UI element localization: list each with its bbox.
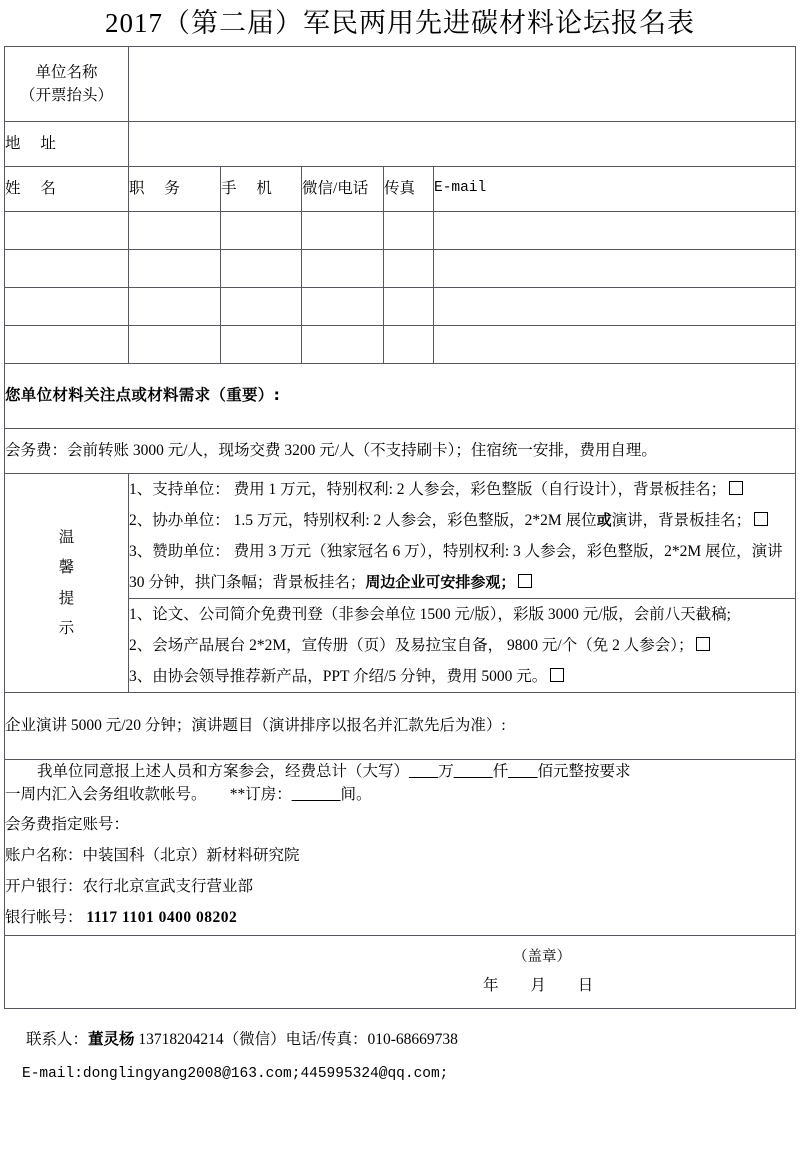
tips-block-b-row — [129, 599, 795, 693]
agreement-cell — [5, 760, 796, 936]
column-header-title: 职 务 — [129, 167, 221, 212]
bank-name-value: 农行北京宣武支行营业部 — [82, 877, 254, 895]
material-needs-cell[interactable] — [5, 364, 796, 429]
cell-fax[interactable] — [384, 288, 434, 326]
conference-fee-text: 会务费：会前转账 3000 元/人，现场交费 3200 元/人（不支持刷卡）；住宿统一安排，费用自理。 — [5, 429, 796, 474]
cell-email[interactable] — [434, 288, 796, 326]
unit-name-row — [5, 47, 796, 122]
agreement-blank-qian[interactable]: ____ — [453, 763, 493, 780]
tip-item-paper-publish-text: 1、论文、公司简介免费刊登（非参会单位 1500 元/版），彩版 3000 元/版，会前八天截稿; — [129, 606, 731, 623]
contact-email-line: E-mail:donglingyang2008@163.com;445995324@qq.com; — [22, 1065, 449, 1082]
cell-title[interactable] — [129, 326, 221, 364]
column-header-email: E-mail — [434, 167, 796, 212]
agreement-line-2 — [5, 783, 795, 806]
tip-item-sponsor-bold: 周边企业可安排参观； — [365, 573, 516, 591]
room-booking-blank[interactable]: _____ — [291, 786, 341, 804]
seal-cell — [5, 935, 796, 1008]
checkbox-product-booth[interactable] — [696, 637, 710, 651]
table-row — [5, 326, 796, 364]
tips-inner-table — [129, 474, 795, 692]
cell-wechat-phone[interactable] — [302, 250, 384, 288]
tip-item-support-unit — [129, 474, 795, 505]
agreement-line-1 — [5, 760, 795, 783]
checkbox-support-unit[interactable] — [729, 481, 743, 495]
bank-account-name-label: 账户名称： — [5, 846, 83, 864]
column-header-mobile: 手 机 — [221, 167, 302, 212]
bank-account-no-line — [5, 902, 795, 933]
bank-name-line — [5, 871, 795, 902]
address-row — [5, 122, 796, 167]
cell-name[interactable] — [5, 326, 129, 364]
agreement-unit-wan: 万 — [438, 763, 454, 780]
conference-fee-row — [5, 429, 796, 474]
contact-phone: 13718204214（微信）电话/传真：010-68669738 — [138, 1030, 458, 1048]
tip-item-new-product-ppt — [129, 661, 795, 692]
cell-mobile[interactable] — [221, 250, 302, 288]
cell-mobile[interactable] — [221, 288, 302, 326]
cell-wechat-phone[interactable] — [302, 212, 384, 250]
agreement-row — [5, 760, 796, 936]
tips-label-char-3: 提 — [58, 589, 75, 607]
tip-item-coorganizer-bold: 或 — [596, 511, 612, 529]
footer-contact — [4, 1009, 800, 1091]
cell-title[interactable] — [129, 212, 221, 250]
unit-name-label — [5, 47, 129, 122]
seal-date-line: 年 月 日 — [483, 976, 608, 994]
cell-name[interactable] — [5, 250, 129, 288]
cell-name[interactable] — [5, 288, 129, 326]
table-row — [5, 212, 796, 250]
cell-mobile[interactable] — [221, 212, 302, 250]
cell-name[interactable] — [5, 212, 129, 250]
bank-account-no-value: 1117 1101 0400 08202 — [86, 908, 238, 926]
column-header-fax: 传真 — [384, 167, 434, 212]
seal-stamp-label: （盖章） — [513, 948, 571, 965]
page-title: 2017（第二届）军民两用先进碳材料论坛报名表 — [105, 8, 695, 38]
address-label: 地 址 — [5, 122, 129, 167]
tips-block-b — [129, 599, 795, 693]
checkbox-new-product-ppt[interactable] — [550, 668, 564, 682]
tip-item-sponsor-unit-text: 3、赞助单位： 费用 3 万元（独家冠名 6 万），特别权利: 3 人参会，彩色整版，2*2M 展位，演讲 30 分钟，拱门条幅；背景板挂名； — [129, 543, 783, 591]
agreement-text-1: 我单位同意报上述人员和方案参会，经费总计（大写） — [37, 763, 410, 780]
tips-vertical-label — [5, 474, 129, 693]
bank-name-label: 开户银行： — [5, 877, 83, 895]
tip-item-paper-publish — [129, 599, 795, 630]
agreement-blank-bai[interactable]: ___ — [508, 763, 538, 780]
tips-label-char-4: 示 — [58, 619, 75, 637]
unit-name-input-cell[interactable] — [129, 47, 796, 122]
unit-name-label-line2: （开票抬头） — [19, 87, 113, 104]
cell-fax[interactable] — [384, 326, 434, 364]
bank-account-no-label: 银行帐号： — [5, 908, 83, 926]
cell-email[interactable] — [434, 212, 796, 250]
material-needs-row — [5, 364, 796, 429]
cell-title[interactable] — [129, 250, 221, 288]
room-booking-label: **订房： — [229, 786, 292, 804]
tips-label-char-1: 温 — [58, 529, 75, 546]
material-needs-title: 您单位材料关注点或材料需求（重要）: — [5, 386, 281, 405]
tips-content-cell — [129, 474, 796, 693]
cell-fax[interactable] — [384, 212, 434, 250]
cell-email[interactable] — [434, 250, 796, 288]
tip-item-sponsor-unit — [129, 536, 795, 598]
agreement-blank-wan[interactable]: ___ — [409, 763, 439, 780]
tip-item-coorganizer-unit-text: 2、协办单位： 1.5 万元，特别权利: 2 人参会，彩色整版，2*2M 展位 — [129, 512, 597, 529]
agreement-unit-qian: 仟 — [492, 763, 509, 780]
room-booking-unit: 间。 — [340, 786, 372, 804]
contact-line — [4, 1023, 800, 1057]
seal-row — [5, 935, 796, 1008]
tip-item-support-unit-text: 1、支持单位： 费用 1 万元，特别权利: 2 人参会，彩色整版（自行设计），背景板挂名； — [129, 481, 727, 498]
tip-item-coorganizer-unit-text2: 演讲，背景板挂名； — [611, 512, 752, 529]
bank-account-name-line — [5, 840, 795, 871]
speech-row — [5, 693, 796, 760]
tip-item-coorganizer-unit — [129, 505, 795, 536]
registration-form-table — [4, 46, 796, 1009]
agreement-unit-bai: 佰元整按要求 — [537, 763, 631, 780]
speech-fee-cell[interactable] — [5, 693, 796, 760]
cell-wechat-phone[interactable] — [302, 288, 384, 326]
cell-wechat-phone[interactable] — [302, 326, 384, 364]
checkbox-coorganizer-unit[interactable] — [754, 512, 768, 526]
contact-label: 联系人： — [26, 1030, 89, 1048]
checkbox-sponsor-unit[interactable] — [518, 574, 532, 588]
table-row — [5, 250, 796, 288]
bank-heading: 会务费指定账号： — [5, 815, 130, 833]
speech-fee-text: 企业演讲 5000 元/20 分钟；演讲题目（演讲排序以报名并汇款先后为准）: — [5, 717, 506, 735]
cell-email[interactable] — [434, 326, 796, 364]
cell-mobile[interactable] — [221, 326, 302, 364]
tip-item-new-product-ppt-text: 3、由协会领导推荐新产品，PPT 介绍/5 分钟，费用 5000 元。 — [129, 668, 548, 685]
table-row — [5, 288, 796, 326]
tip-item-product-booth-text: 2、会场产品展台 2*2M，宣传册（页）及易拉宝自备， 9800 元/个（免 2 人参会）； — [129, 637, 694, 654]
address-input-cell[interactable] — [129, 122, 796, 167]
unit-name-label-line1: 单位名称 — [35, 63, 98, 81]
column-header-name: 姓 名 — [5, 167, 129, 212]
bank-info — [5, 807, 795, 935]
person-table-header-row — [5, 167, 796, 212]
tips-block-a — [129, 474, 795, 599]
tip-item-product-booth — [129, 630, 795, 661]
agreement-text-2: 一周内汇入会务组收款帐号。 — [5, 786, 207, 804]
tips-label-char-2: 馨 — [58, 559, 75, 577]
cell-title[interactable] — [129, 288, 221, 326]
tips-row — [5, 474, 796, 693]
contact-name: 董灵杨 — [88, 1030, 135, 1048]
column-header-wechat-phone: 微信/电话 — [302, 167, 384, 212]
cell-fax[interactable] — [384, 250, 434, 288]
tips-block-a-row — [129, 474, 795, 599]
bank-account-name-value: 中装国科（北京）新材料研究院 — [82, 846, 300, 864]
